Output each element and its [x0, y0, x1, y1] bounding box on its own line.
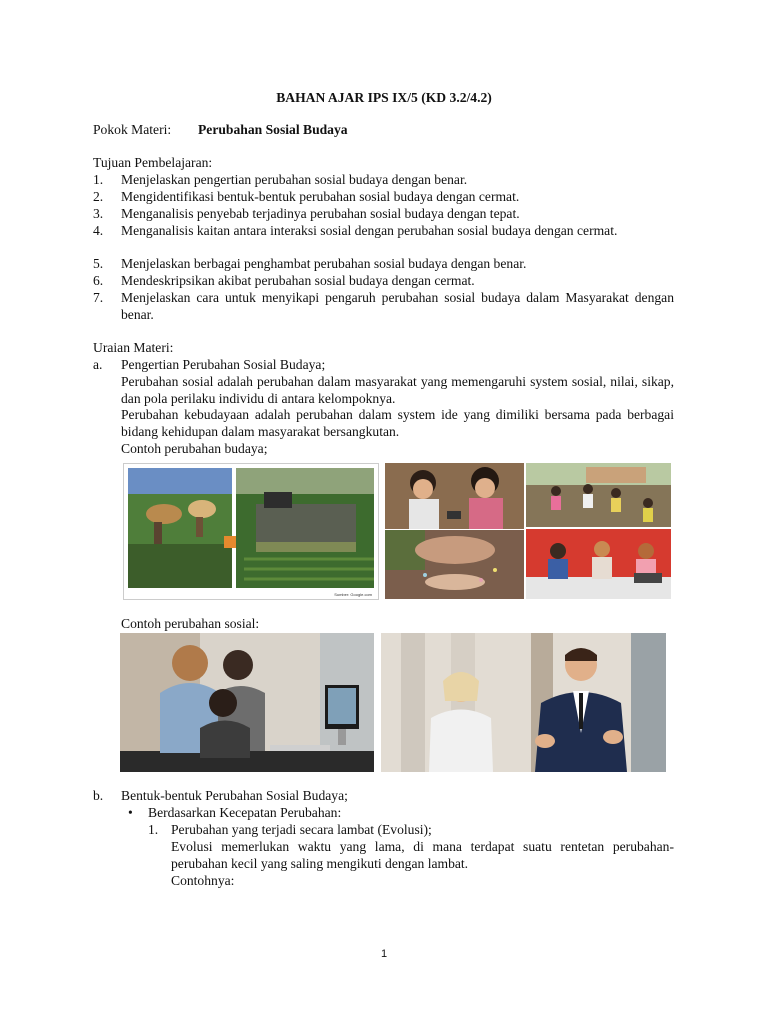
children-with-phones-image [385, 463, 524, 529]
section-marker: a. [93, 357, 103, 372]
list-number: 5. [93, 256, 104, 271]
list-number: 2. [93, 189, 104, 204]
document-title: BAHAN AJAR IPS IX/5 (KD 3.2/4.2) [276, 90, 492, 105]
list-item: Menjelaskan cara untuk menyikapi pengaruh perubahan sosial budaya dalam Masyarakat dengan benar. [121, 290, 674, 322]
section-marker: b. [93, 788, 104, 803]
bullet-item: Berdasarkan Kecepatan Perubahan: [148, 805, 342, 820]
office-team-computer-image [120, 633, 374, 772]
section-a-paragraph: Perubahan sosial adalah perubahan dalam masyarakat yang memengaruhi system sosial, nilai, sikap, dan pola perilaku individu di antara kelompoknya. [121, 374, 674, 406]
contoh-budaya-label: Contoh perubahan budaya; [121, 441, 268, 456]
image-credit: Sumber: Google.com [334, 592, 372, 597]
business-conversation-image [381, 633, 666, 772]
rice-planting-to-machine-image [123, 463, 379, 600]
section-a-heading: Pengertian Perubahan Sosial Budaya; [121, 357, 326, 372]
list-number: 4. [93, 223, 104, 238]
pokok-materi-label: Pokok Materi: [93, 122, 172, 137]
list-number: 7. [93, 290, 104, 305]
list-item: Menganalisis penyebab terjadinya perubahan sosial budaya dengan tepat. [121, 206, 520, 221]
list-item: Mendeskripsikan akibat perubahan sosial budaya dengan cermat. [121, 273, 475, 288]
contohnya-label: Contohnya: [171, 873, 235, 888]
uraian-heading: Uraian Materi: [93, 340, 174, 355]
pokok-materi-value: Perubahan Sosial Budaya [198, 122, 348, 137]
contoh-sosial-label: Contoh perubahan sosial: [121, 616, 260, 631]
section-a-paragraph: Perubahan kebudayaan adalah perubahan dalam system ide yang dimiliki bersama pada berbagai bidang kehidupan dalam masyarakat bersangkutan. [121, 407, 674, 439]
children-playing-outdoors-image [526, 463, 671, 527]
page-number: 1 [380, 948, 388, 960]
sub-heading: Perubahan yang terjadi secara lambat (Evolusi); [171, 822, 432, 837]
list-number: 3. [93, 206, 104, 221]
list-number: 1. [93, 172, 104, 187]
list-number: 1. [148, 822, 159, 837]
list-item: Mengidentifikasi bentuk-bentuk perubahan sosial budaya dengan cermat. [121, 189, 520, 204]
bullet-icon: • [128, 805, 133, 820]
tujuan-heading: Tujuan Pembelajaran: [93, 155, 213, 170]
children-on-devices-image [526, 529, 671, 599]
list-item: Menjelaskan pengertian perubahan sosial budaya dengan benar. [121, 172, 468, 187]
list-item: Menjelaskan berbagai penghambat perubahan sosial budaya dengan benar. [121, 256, 527, 271]
list-item: Menganalisis kaitan antara interaksi sosial dengan perubahan sosial budaya dengan cermat. [121, 223, 618, 238]
sub-paragraph: Evolusi memerlukan waktu yang lama, di mana terdapat suatu rentetan perubahan-perubahan kecil yang saling mengikuti dengan lambat. [171, 839, 674, 871]
children-playing-marbles-image [385, 530, 524, 599]
section-b-heading: Bentuk-bentuk Perubahan Sosial Budaya; [121, 788, 348, 803]
list-number: 6. [93, 273, 104, 288]
